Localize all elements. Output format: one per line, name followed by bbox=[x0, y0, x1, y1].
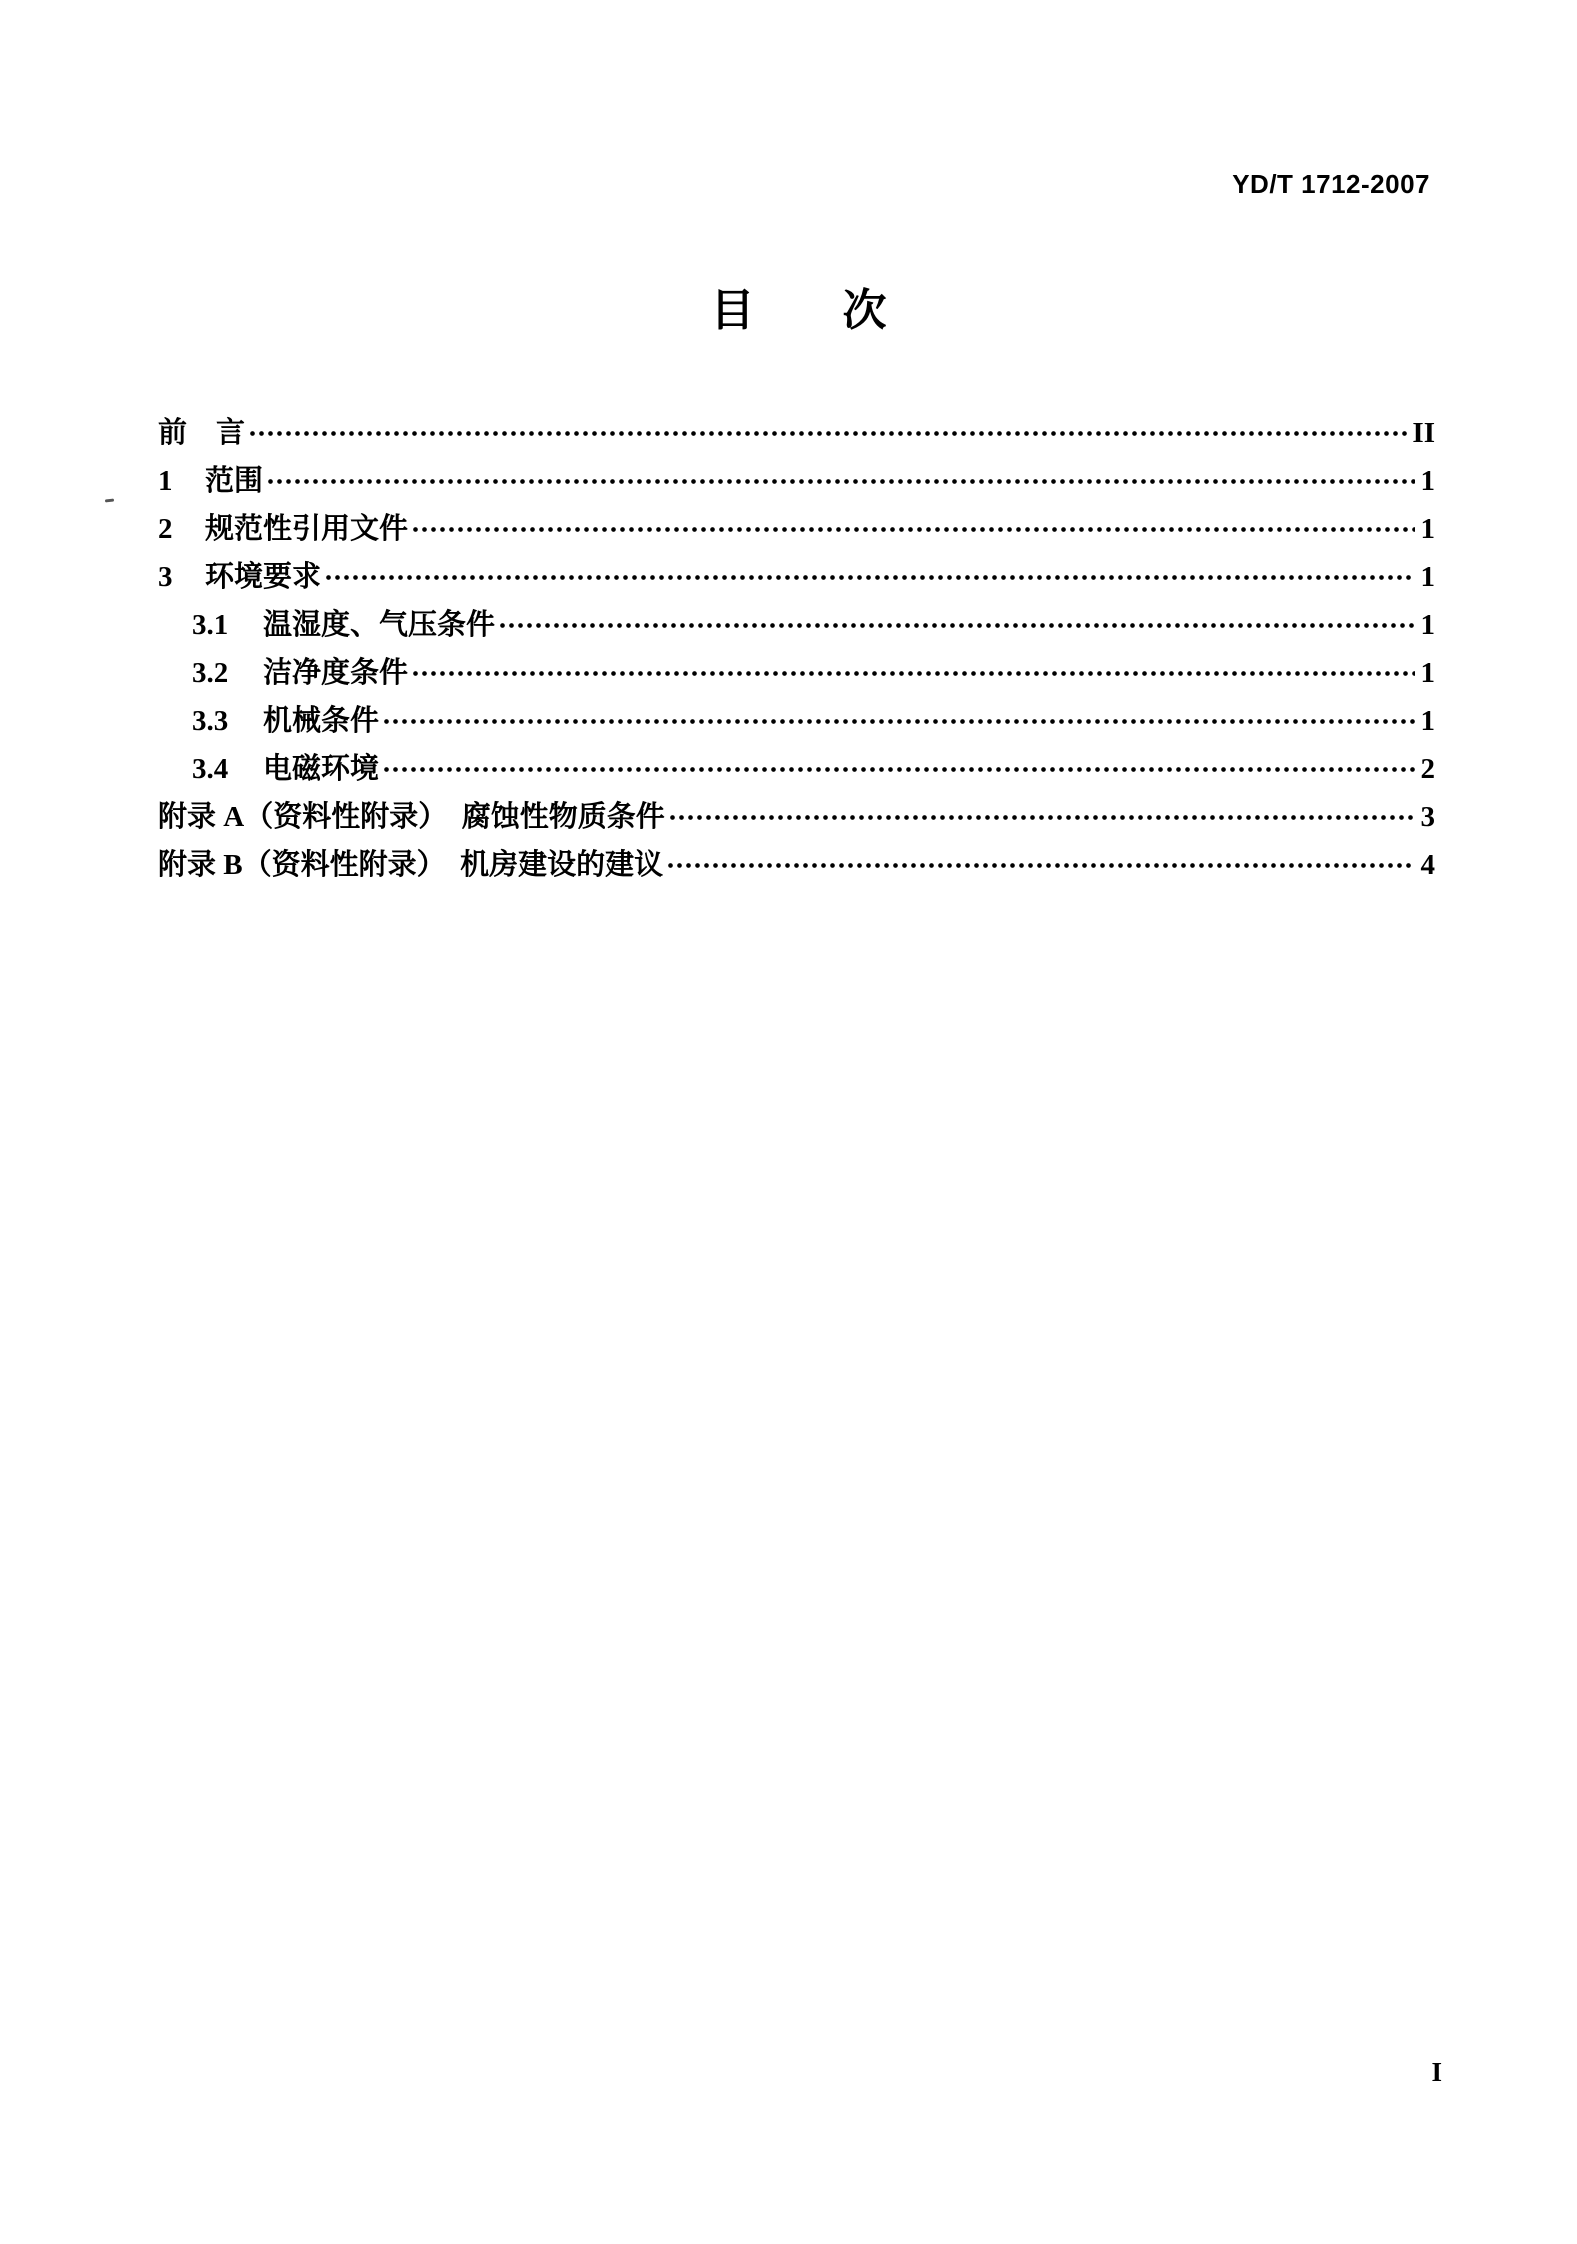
toc-entry bbox=[0, 793, 1435, 841]
toc-entry bbox=[0, 553, 1435, 601]
toc-entry-number: 3.2 bbox=[192, 656, 229, 689]
toc-entry-number: 3.4 bbox=[192, 752, 229, 785]
toc-entry-label: 前 言 bbox=[158, 416, 246, 449]
toc-entry-page: 3 bbox=[1420, 800, 1435, 833]
toc-entry bbox=[0, 409, 1435, 457]
table-of-contents bbox=[0, 409, 1435, 889]
toc-entry-number: 3 bbox=[158, 560, 173, 593]
toc-entry-page: 1 bbox=[1420, 704, 1435, 737]
toc-leader-dots bbox=[266, 457, 1415, 505]
toc-entry-page: 2 bbox=[1420, 752, 1435, 785]
toc-entry bbox=[0, 601, 1435, 649]
toc-entry-label: 规范性引用文件 bbox=[205, 512, 409, 545]
toc-entry-page: 1 bbox=[1420, 512, 1435, 545]
toc-entry-label: 洁净度条件 bbox=[263, 656, 409, 689]
toc-entry bbox=[0, 649, 1435, 697]
toc-entry bbox=[0, 457, 1435, 505]
toc-entry-number: 3.3 bbox=[192, 704, 229, 737]
toc-entry-label: 附录 A（资料性附录） 腐蚀性物质条件 bbox=[158, 800, 665, 833]
toc-entry-page: 1 bbox=[1420, 608, 1435, 641]
toc-entry bbox=[0, 745, 1435, 793]
toc-entry-number: 2 bbox=[158, 512, 173, 545]
toc-leader-dots bbox=[382, 697, 1415, 745]
toc-entry-page: 1 bbox=[1420, 656, 1435, 689]
toc-entry-label: 附录 B（资料性附录） 机房建设的建议 bbox=[158, 848, 664, 881]
page-title: 目 次 bbox=[710, 286, 887, 335]
toc-leader-dots bbox=[498, 601, 1415, 649]
toc-entry-label: 电磁环境 bbox=[263, 752, 380, 785]
toc-leader-dots bbox=[324, 553, 1415, 601]
toc-entry-page: 1 bbox=[1420, 464, 1435, 497]
toc-entry-label: 范围 bbox=[205, 464, 264, 497]
toc-entry bbox=[0, 505, 1435, 553]
toc-entry-label: 环境要求 bbox=[205, 560, 322, 593]
toc-entry-page: 1 bbox=[1420, 560, 1435, 593]
toc-leader-dots bbox=[248, 409, 1410, 457]
toc-leader-dots bbox=[666, 841, 1415, 889]
toc-entry-number: 1 bbox=[158, 464, 173, 497]
toc-leader-dots bbox=[411, 649, 1415, 697]
page-number: I bbox=[1431, 2057, 1442, 2087]
toc-entry bbox=[0, 697, 1435, 745]
toc-entry-page: 4 bbox=[1420, 848, 1435, 881]
toc-leader-dots bbox=[382, 745, 1415, 793]
toc-entry-number: 3.1 bbox=[192, 608, 229, 641]
toc-leader-dots bbox=[411, 505, 1415, 553]
toc-entry-label: 机械条件 bbox=[263, 704, 380, 737]
toc-entry bbox=[0, 841, 1435, 889]
toc-leader-dots bbox=[668, 793, 1415, 841]
standard-number: YD/T 1712-2007 bbox=[1232, 169, 1430, 199]
toc-entry-label: 温湿度、气压条件 bbox=[263, 608, 496, 641]
toc-entry-page: II bbox=[1412, 416, 1435, 449]
